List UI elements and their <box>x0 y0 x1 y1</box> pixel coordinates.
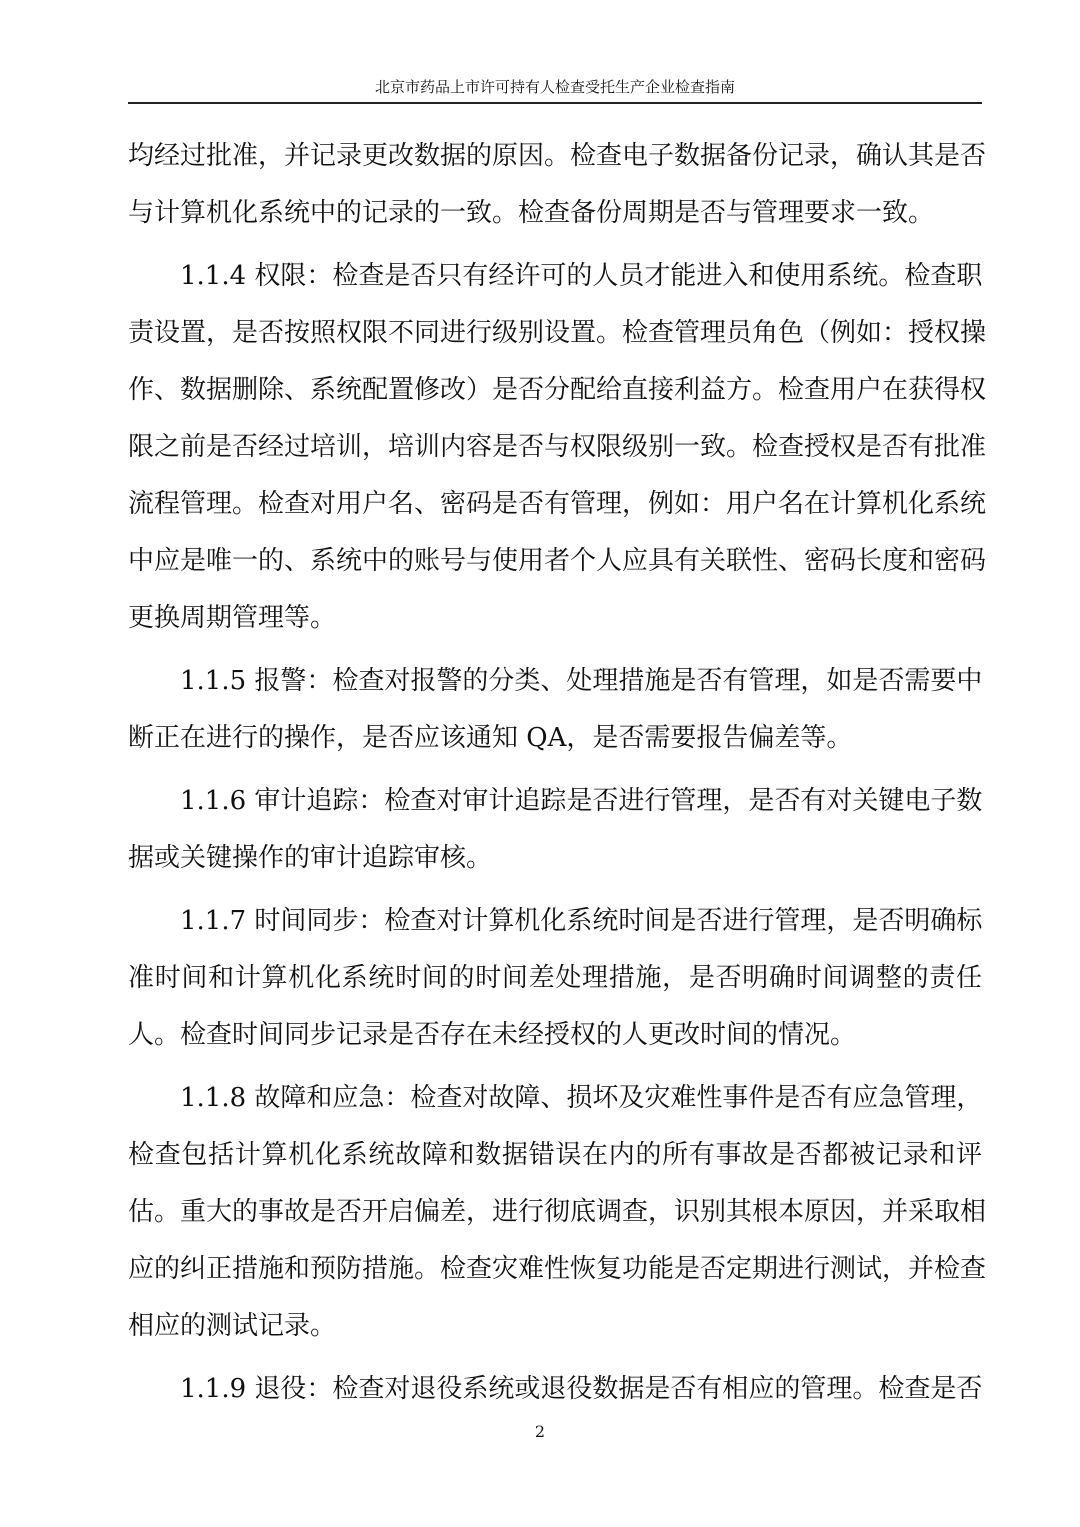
paragraph-backup-continuation <box>128 128 987 242</box>
text-line: 准时间和计算机化系统时间的时间差处理措施，是否明确时间调整的责任 <box>128 963 982 993</box>
text-line: 限之前是否经过培训，培训内容是否与权限级别一致。检查授权是否有批准 <box>128 432 987 462</box>
text-line: 流程管理。检查对用户名、密码是否有管理，例如：用户名在计算机化系统 <box>128 489 987 519</box>
text-line: 1.1.6 审计追踪：检查对审计追踪是否进行管理，是否有对关键电子数 <box>180 786 983 816</box>
paragraph-1-1-6-audit-trail <box>128 773 982 887</box>
paragraph-1-1-9-retirement <box>128 1361 982 1418</box>
paragraph-1-1-5-alarms <box>128 653 982 767</box>
text-line: 据或关键操作的审计追踪审核。 <box>128 843 493 873</box>
document-title: 北京市药品上市许可持有人检查受托生产企业检查指南 <box>374 78 735 96</box>
text-line: 检查包括计算机化系统故障和数据错误在内的所有事故是否都被记录和评 <box>128 1140 982 1170</box>
text-line: 责设置，是否按照权限不同进行级别设置。检查管理员角色（例如：授权操 <box>128 318 987 348</box>
text-line: 1.1.8 故障和应急：检查对故障、损坏及灾难性事件是否有应急管理， <box>180 1083 983 1113</box>
paragraph-1-1-4-permissions <box>128 248 987 647</box>
paragraph-1-1-7-time-sync <box>128 893 982 1064</box>
text-line: 1.1.5 报警：检查对报警的分类、处理措施是否有管理，如是否需要中 <box>180 666 983 696</box>
paragraph-1-1-8-failure-emergency <box>128 1070 987 1355</box>
text-line: 与计算机化系统中的记录的一致。检查备份周期是否与管理要求一致。 <box>128 198 935 228</box>
text-line: 1.1.9 退役：检查对退役系统或退役数据是否有相应的管理。检查是否 <box>180 1374 983 1404</box>
page-number: 2 <box>534 1422 546 1441</box>
page-header <box>128 76 982 104</box>
text-line: 均经过批准，并记录更改数据的原因。检查电子数据备份记录，确认其是否 <box>128 141 987 171</box>
text-line: 人。检查时间同步记录是否存在未经授权的人更改时间的情况。 <box>128 1020 857 1050</box>
text-line: 中应是唯一的、系统中的账号与使用者个人应具有关联性、密码长度和密码 <box>128 546 987 576</box>
text-line: 断正在进行的操作，是否应该通知 QA，是否需要报告偏差等。 <box>128 723 853 753</box>
text-line: 1.1.4 权限：检查是否只有经许可的人员才能进入和使用系统。检查职 <box>180 261 983 291</box>
text-line: 相应的测试记录。 <box>128 1311 337 1341</box>
text-line: 更换周期管理等。 <box>128 603 337 633</box>
text-line: 估。重大的事故是否开启偏差，进行彻底调查，识别其根本原因，并采取相 <box>128 1197 987 1227</box>
text-line: 作、数据删除、系统配置修改）是否分配给直接利益方。检查用户在获得权 <box>128 375 987 405</box>
text-line: 1.1.7 时间同步：检查对计算机化系统时间是否进行管理，是否明确标 <box>180 906 983 936</box>
document-body <box>128 128 987 1418</box>
text-line: 应的纠正措施和预防措施。检查灾难性恢复功能是否定期进行测试，并检查 <box>128 1254 987 1284</box>
